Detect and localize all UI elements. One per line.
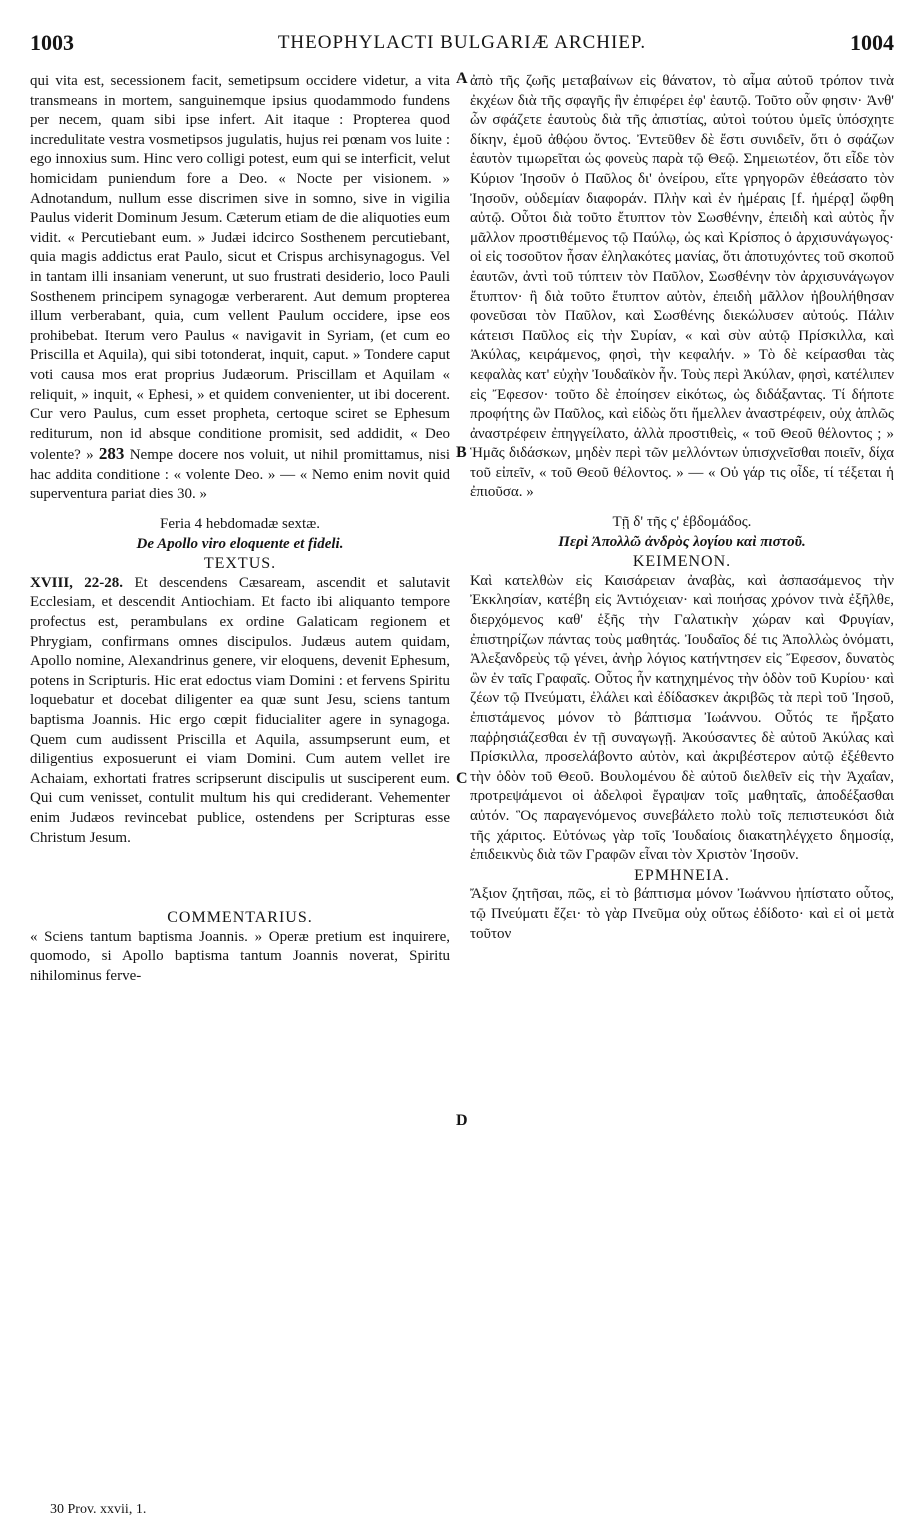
textus-reference: XVIII, 22-28. [30, 574, 124, 591]
margin-letter-b: B [456, 444, 467, 461]
greek-column [470, 72, 894, 944]
footnote: 30 Prov. xxvii, 1. [50, 1502, 147, 1517]
latin-section-title: De Apollo viro eloquente et fideli. [136, 535, 344, 552]
latin-column [30, 72, 450, 987]
greek-keimenon: Καὶ κατελθὼν εἰς Καισάρειαν ἀναβὰς, καὶ ἀσπασάμενος τὴν Ἐκκλησίαν, κατέβη εἰς Ἀντιόχειαν· καὶ ποιήσας χρόνον τινὰ ἐξῆλθε, διερχόμενος καθ' ἑξῆς τὴν Γαλατικὴν χώραν καὶ Φρυγίαν, ἐπιστηρίζων πάντας τοὺς μαθητάς. Ἰουδαῖος δέ τις Ἀπολλὼς ὀνόματι, Ἀλεξανδρεὺς τῷ γένει, ἀνὴρ λόγιος κατήντησεν εἰς Ἔφεσον, δυνατὸς ὢν ἐν ταῖς Γραφαῖς. Οὗτος ἦν κατηχημένος τὴν ὁδὸν τοῦ Κυρίου· καὶ ζέων τῷ Πνεύματι, ἐλάλει καὶ ἐδίδασκεν ἀκριβῶς τὰ περὶ τοῦ Ἰησοῦ, ἐπιστάμενος μόνον τὸ βάπτισμα Ἰωάννου. Οὗτός τε ἤρξατο παῤῥησιάζεσθαι ἐν τῇ συναγωγῇ. Ἀκούσαντες δὲ αὐτοῦ Ἀκύλας καὶ Πρίσκιλλα, προσελάβοντο αὐτὸν, καὶ ἀκριβέστερον αὐτῷ ἐξέθεντο τὴν ὁδὸν τοῦ Θεοῦ. Βουλομένου δὲ αὐτοῦ διελθεῖν εἰς τὴν Ἀχαΐαν, προτρεψάμενοι οἱ ἀδελφοὶ ἔγραψαν τοῖς μαθηταῖς, ἀποδέξασθαι αὐτόν. Ὃς παραγενόμενος συνεβάλετο πολὺ τοῖς πεπιστευκόσι διὰ τῆς χάριτος. Εὐτόνως γὰρ τοῖς Ἰουδαίοις διακατηλέγχετο δημοσίᾳ, ἐπιδεικνὺς διὰ τῶν Γραφῶν εἶναι τὸν Χριστὸν Ἰησοῦν. [470, 572, 894, 864]
latin-paragraph: qui vita est, secessionem facit, semetipsum occidere videtur, a vita transmeans in mortem, sanguinemque ipsius quodammodo fundens per necem, quam sibi ipse infert. Ait itaque : Propterea quod incredulitate vestra vosmetipsos jugulatis, hujus rei pœnam vos luite : ego innoxius sum. Hinc vero colligi potest, eum qui se interficit, velut homicidam puniendum fore a Deo. « Nocte per visionem. » Adnotandum, nullum esse discrimen sive in somno, sive in vigilia Paulus viderit Dominum Jesum. Cæterum etiam de die aliquoties eum vidit. « Percutiebant eum. » Judæi idcirco Sosthenem percutiebant, quia magis addictus erat Paulo, sicut et Crispus archisynagogus. Vel in tantam illi insaniam venerunt, ut suo frustrati desiderio, loco Pauli Sosthenem principem synagogæ verberarent. Aut demum propterea illum verberabant, quia, cum vellent Paulum occidere, ipse eos prohibebat. Iterum vero Paulus « navigavit in Syriam, (et cum eo Priscilla et Aquila), qui sibi totonderat, inquit, caput. » Tondere caput voti causa mos erat proprius Judæorum. Priscillam et Aquilam « reliquit, » inquit, « Ephesi, » et quidem convenienter, ut ibi docerent. Cur vero Paulus, cum esset propheta, certoque sciret se Ephesum rediturum, non id absque conditione promisit, sed addidit, « Deo volente? » 283 Nempe docere nos voluit, ut nihil promittamus, nisi hac addita conditione : « volente Deo. » — « Nemo enim novit quid superventura pariat dies 30. » [30, 73, 451, 503]
textus-heading: TEXTUS. [203, 555, 277, 573]
margin-letter-a: A [456, 70, 468, 87]
page-number-left: 1003 [30, 30, 74, 55]
keimenon-heading: ΚΕΙΜΕΝΟΝ. [632, 553, 732, 571]
margin-letter-d: D [456, 1112, 468, 1129]
page-number-right: 1004 [850, 30, 894, 55]
hermeneia-heading: ΕΡΜΗΝΕΙΑ. [634, 866, 730, 884]
running-title: THEOPHYLACTI BULGARIÆ ARCHIEP. [277, 32, 647, 53]
latin-textus: XVIII, 22-28. Et descendens Cæsaream, ascendit et salutavit Ecclesiam, et descendit Antiochiam. Et facto ibi aliquanto tempore profectus est, perambulans ex ordine Galaticam regionem et Phrygiam, confirmans omnes discipulos. Judæus autem quidam, Apollo nomine, Alexandrinus genere, vir eloquens, devenit Ephesum, potens in Scripturis. Hic erat edoctus viam Domini : et fervens Spiritu loquebatur et docebat diligenter ea quæ sunt Jesu, sciens tantum baptisma Joannis. Hic ergo cœpit fiducialiter agere in synagoga. Quem cum audissent Priscilla et Aquila, assumpserunt eum, et diligentius exposuerunt ei viam Domini. Cum autem vellet ire Achaiam, exhortati fratres scripserunt discipulis ut susciperent eum. Qui cum venisset, contulit multum his qui crediderant. Vehementer enim Judæos revincebat publice, ostendens per Scripturas esse Christum Jesum. [30, 574, 451, 846]
latin-commentarius: « Sciens tantum baptisma Joannis. » Operæ pretium est inquirere, quomodo, si Apollo baptisma tantum Joannis noverat, Spiritu nihilominus ferve- [30, 928, 450, 984]
latin-feria: Feria 4 hebdomadæ sextæ. [160, 516, 320, 533]
running-header [30, 30, 894, 66]
commentarius-heading: COMMENTARIUS. [167, 909, 313, 927]
greek-paragraph: ἀπὸ τῆς ζωῆς μεταβαίνων εἰς θάνατον, τὸ αἷμα αὐτοῦ τρόπον τινὰ ἐκχέων διὰ τῆς σφαγῆς ἣν ἐπιφέρει ἐφ' ἑαυτῷ. Τοῦτο οὖν φησιν· Ἀνθ' ὧν σφάζετε ἑαυτοὺς διὰ τῆς ἀπιστίας, αὐτοὶ τούτου ὑμεῖς ὑπόσχητε δίκην, ἐμοῦ ἀθῴου ὄντος. Ἐντεῦθεν δὲ ἔστι συνιδεῖν, ὅτι ὁ σφάζων ἑαυτὸν τιμωρεῖται ὡς φονεὺς παρὰ τῷ Θεῷ. Σημειωτέον, ὅτι εἶδε τὸν Κύριον Ἰησοῦν ὁ Παῦλος δι' ὀνείρου, εἴτε γρηγορῶν ἐθεάσατο τὸν Ἰησοῦν, οὐδεμίαν διαφοράν. Πλὴν καὶ ἐν ἡμέραις [f. ἡμέρᾳ] ὤφθη αὐτῷ. Οὗτοι διὰ τοῦτο ἔτυπτον τὸν Σωσθένην, ἐπειδὴ καὶ αὐτὸς ἦν μᾶλλον προστιθέμενος τῷ Παύλῳ, ὡς καὶ Κρίσπος ὁ ἀρχισυνάγωγος· οἱ εἰς τοσοῦτον ἦσαν ἐληλακότες μανίας, ὅτι ἀποτυχόντες τοῦ σκοποῦ ἑαυτῶν, ἀντὶ τοῦ τύπτειν τὸν Παῦλον, Σωσθένην τὸν ἀρχισυνάγωγον ἔτυπτον· ἢ διὰ τοῦτο ἔτυπτον αὐτὸν, ἐπειδὴ μᾶλλον ἠβουλήθησαν φονεῦσαι τὸν Παῦλον, καὶ Σωσθένης διεκώλυσεν αὐτούς. Πάλιν κάτεισι Παῦλος εἰς τὴν Συρίαν, « καὶ σὺν αὐτῷ Πρίσκιλλα, καὶ Ἀκύλας, κειράμενος, φησὶ, τὴν κεφαλήν. » Τὸ δὲ κείρασθαι τὰς κεφαλὰς κατ' εὐχὴν Ἰουδαϊκὸν ἦν. Τοὺς περὶ Ἀκύλαν, φησὶ, κατέλιπεν εἰς Ἔφεσον· τοῦτο δὲ ἐποίησεν εἰκότως, ὡς διδάξαντας. Τί δήποτε προφήτης ὢν Παῦλος, καὶ εἰδὼς ὅτι ἤμελλεν ἀναστρέφειν, οὐχ ἁπλῶς ἀναστρέφειν ἐπηγγείλατο, ἀλλὰ προστιθεὶς, « τοῦ Θεοῦ θέλοντος ; » Ἡμᾶς διδάσκων, μηδὲν περὶ τῶν μελλόντων ὑπισχνεῖσθαι ποιεῖν, δίχα τοῦ εἰπεῖν, « τοῦ Θεοῦ θέλοντος. » — « Οὐ γάρ τις οἶδε, τί τέξεται ἡ ἐπιοῦσα. » [470, 73, 894, 501]
greek-hermeneia: Ἄξιον ζητῆσαι, πῶς, εἰ τὸ βάπτισμα μόνον Ἰωάννου ἠπίστατο οὗτος, τῷ Πνεύματι ἔζει· τὸ γὰρ Πνεῦμα οὐχ οὕτως ἐδίδοτο· καὶ εἰ οἱ μετὰ τοῦτον [470, 886, 894, 942]
greek-section-title: Περὶ Ἀπολλῶ ἀνδρὸς λογίου καὶ πιστοῦ. [558, 533, 806, 550]
page-marker: 283 [98, 444, 125, 464]
greek-feria: Τῇ δ' τῆς ς' ἑβδομάδος. [612, 514, 752, 531]
margin-letter-c: C [456, 770, 468, 787]
